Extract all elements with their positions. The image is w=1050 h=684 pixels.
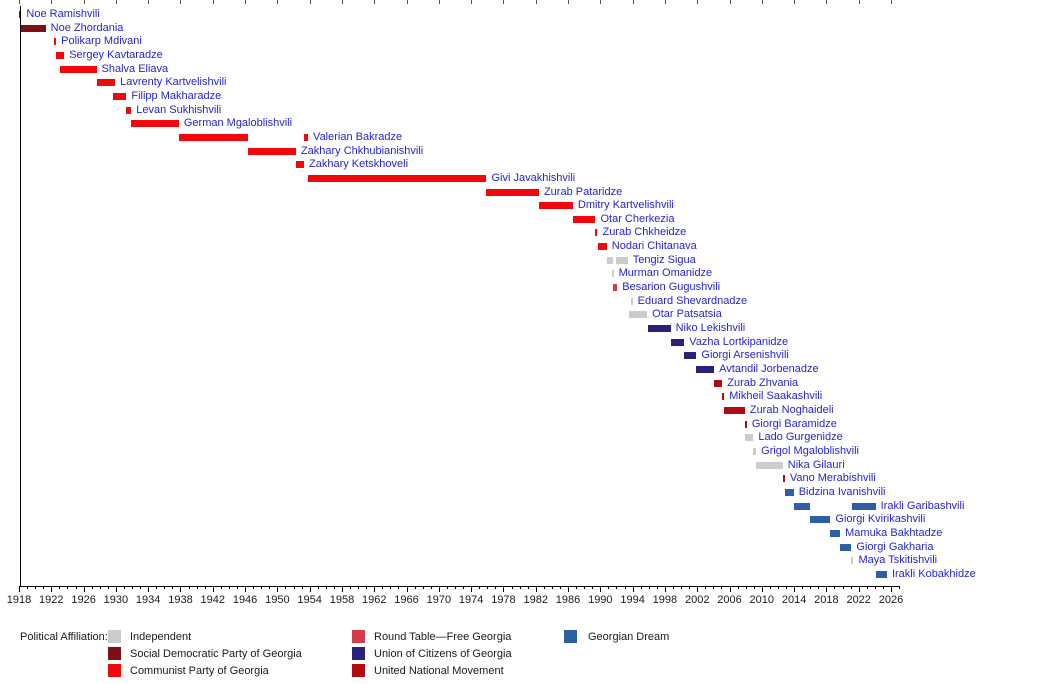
top-axis-tick [51, 0, 52, 4]
person-label: Sergey Kavtaradze [69, 48, 163, 61]
x-axis-minor-tick [746, 586, 747, 589]
person-label: Giorgi Kvirikashvili [835, 513, 926, 526]
x-axis-minor-tick [237, 586, 238, 589]
x-axis-minor-tick [463, 586, 464, 589]
legend-label-sdp: Social Democratic Party of Georgia [130, 648, 302, 660]
person-bar [616, 257, 628, 264]
person-bar [296, 161, 304, 168]
person-label: Bidzina Ivanishvili [798, 485, 886, 498]
x-axis-major-tick [826, 586, 827, 592]
x-axis-minor-tick [713, 586, 714, 589]
x-axis-minor-tick [415, 586, 416, 589]
x-axis-minor-tick [625, 586, 626, 589]
x-axis-major-tick [600, 586, 601, 592]
person-bar [486, 189, 538, 196]
person-bar [756, 462, 783, 469]
person-bar [783, 475, 785, 482]
x-axis-minor-tick [592, 586, 593, 589]
x-axis-tick-label: 1962 [362, 594, 387, 606]
x-axis-minor-tick [350, 586, 351, 589]
x-axis-minor-tick [326, 586, 327, 589]
legend-swatch-independent [108, 630, 121, 643]
x-axis-minor-tick [721, 586, 722, 589]
person-label: Valerian Bakradze [313, 130, 403, 143]
legend-swatch-unm [352, 664, 365, 677]
x-axis-minor-tick [156, 586, 157, 589]
person-label: Dmitry Kartvelishvili [577, 199, 674, 212]
x-axis-minor-tick [899, 586, 900, 589]
x-axis-minor-tick [883, 586, 884, 589]
top-axis-tick [891, 0, 892, 4]
person-bar [722, 393, 724, 400]
x-axis-major-tick [374, 586, 375, 592]
x-axis-major-tick [148, 586, 149, 592]
x-axis-tick-label: 2014 [781, 594, 807, 606]
x-axis-minor-tick [334, 586, 335, 589]
x-axis-major-tick [310, 586, 311, 592]
top-axis-tick [568, 0, 569, 4]
x-axis-minor-tick [560, 586, 561, 589]
x-axis-minor-tick [818, 586, 819, 589]
person-label: Niko Lekishvili [675, 322, 746, 335]
x-axis-minor-tick [100, 586, 101, 589]
x-axis-major-tick [245, 586, 246, 592]
x-axis-tick-label: 1926 [71, 594, 96, 606]
person-bar [852, 503, 875, 510]
x-axis-tick-label: 1994 [620, 594, 645, 606]
x-axis-minor-tick [520, 586, 521, 589]
x-axis-tick-label: 1954 [297, 594, 322, 606]
x-axis-major-tick [891, 586, 892, 592]
top-axis-tick [213, 0, 214, 4]
x-axis-minor-tick [649, 586, 650, 589]
x-axis-minor-tick [786, 586, 787, 589]
person-label: Noe Ramishvili [26, 8, 100, 20]
x-axis-tick-label: 1986 [555, 594, 581, 606]
person-bar [598, 243, 607, 250]
x-axis-minor-tick [754, 586, 755, 589]
x-axis-major-tick [536, 586, 537, 592]
legend-label-rt: Round Table—Free Georgia [374, 631, 512, 643]
person-bar [629, 311, 648, 318]
top-axis-tick [536, 0, 537, 4]
x-axis-major-tick [180, 586, 181, 592]
x-axis-minor-tick [382, 586, 383, 589]
person-label: Zakhary Chkhubianishvili [300, 144, 424, 157]
top-axis-tick [697, 0, 698, 4]
x-axis-tick-label: 1974 [458, 594, 484, 606]
person-bar [131, 120, 179, 127]
x-axis-major-tick [116, 586, 117, 592]
person-bar [539, 202, 573, 209]
x-axis-minor-tick [285, 586, 286, 589]
person-bar [648, 325, 671, 332]
x-axis-minor-tick [132, 586, 133, 589]
person-label: Tengiz Sigua [632, 253, 696, 266]
x-axis-minor-tick [398, 586, 399, 589]
x-axis-tick-label: 1938 [168, 594, 193, 606]
x-axis-minor-tick [851, 586, 852, 589]
x-axis-major-tick [407, 586, 408, 592]
x-axis-major-tick [503, 586, 504, 592]
x-axis-minor-tick [124, 586, 125, 589]
top-axis-tick [245, 0, 246, 4]
legend-swatch-rt [352, 630, 365, 643]
x-axis-major-tick [51, 586, 52, 592]
person-bar [745, 421, 747, 428]
top-axis-tick [471, 0, 472, 4]
x-axis-major-tick [19, 586, 20, 592]
top-axis-tick [665, 0, 666, 4]
person-label: Vazha Lortkipanidze [689, 335, 789, 348]
person-label: Otar Cherkezia [600, 212, 675, 225]
person-bar [671, 339, 685, 346]
x-axis-major-tick [84, 586, 85, 592]
person-bar [840, 544, 851, 551]
legend-label-unm: United National Movement [374, 665, 504, 677]
person-label: Mamuka Bakhtadze [845, 526, 943, 539]
x-axis-minor-tick [43, 586, 44, 589]
x-axis-tick-label: 1990 [588, 594, 613, 606]
person-bar [126, 107, 131, 114]
person-label: Polikarp Mdivani [61, 35, 142, 48]
person-label: Lavrenty Kartvelishvili [120, 76, 227, 89]
top-axis-tick [859, 0, 860, 4]
x-axis-minor-tick [423, 586, 424, 589]
person-bar [179, 134, 248, 141]
x-axis-minor-tick [576, 586, 577, 589]
person-label: Zurab Noghaideli [749, 403, 834, 416]
person-bar [60, 66, 96, 73]
person-label: Vano Merabishvili [789, 472, 876, 485]
person-bar [97, 79, 116, 86]
x-axis-minor-tick [810, 586, 811, 589]
x-axis-tick-label: 2022 [846, 594, 871, 606]
x-axis-tick-label: 1922 [39, 594, 64, 606]
person-label: Levan Sukhishvili [136, 103, 222, 116]
x-axis-major-tick [633, 586, 634, 592]
x-axis-minor-tick [479, 586, 480, 589]
x-axis-minor-tick [140, 586, 141, 589]
x-axis-tick-label: 1930 [103, 594, 129, 606]
x-axis-major-tick [568, 586, 569, 592]
x-axis-minor-tick [205, 586, 206, 589]
x-axis-minor-tick [843, 586, 844, 589]
top-axis-tick [794, 0, 795, 4]
x-axis-tick-label: 1966 [394, 594, 419, 606]
person-label: Murman Omanidze [618, 267, 713, 280]
x-axis-tick-label: 1934 [135, 594, 161, 606]
person-label: Giorgi Baramidze [751, 417, 837, 430]
x-axis-minor-tick [253, 586, 254, 589]
x-axis-minor-tick [431, 586, 432, 589]
top-axis-tick [762, 0, 763, 4]
x-axis-minor-tick [35, 586, 36, 589]
person-bar [876, 571, 887, 578]
person-bar [113, 93, 127, 100]
person-bar [830, 530, 840, 537]
top-axis-tick [180, 0, 181, 4]
top-axis-tick [730, 0, 731, 4]
person-bar [613, 284, 617, 291]
y-axis-line [20, 6, 21, 586]
legend-swatch-gd [564, 630, 577, 643]
x-axis-major-tick [697, 586, 698, 592]
x-axis-minor-tick [318, 586, 319, 589]
person-bar [308, 175, 486, 182]
x-axis-minor-tick [770, 586, 771, 589]
x-axis-tick-label: 1978 [491, 594, 516, 606]
x-axis-minor-tick [269, 586, 270, 589]
x-axis-minor-tick [366, 586, 367, 589]
person-label: Irakli Kobakhidze [891, 567, 976, 580]
top-axis-tick [407, 0, 408, 4]
x-axis-tick-label: 1958 [329, 594, 355, 606]
top-axis-tick [84, 0, 85, 4]
person-label: Shalva Eliava [101, 62, 169, 75]
legend-swatch-sdp [108, 647, 121, 660]
x-axis-minor-tick [657, 586, 658, 589]
person-bar [304, 134, 308, 141]
person-label: Lado Gurgenidze [758, 431, 843, 444]
person-label: Filipp Makharadze [131, 89, 222, 102]
x-axis-major-tick [859, 586, 860, 592]
x-axis-minor-tick [294, 586, 295, 589]
person-label: Zakhary Ketskhoveli [309, 158, 409, 171]
legend-label-independent: Independent [130, 631, 192, 643]
person-label: German Mgaloblishvili [183, 117, 293, 130]
person-bar [851, 557, 853, 564]
x-axis-minor-tick [608, 586, 609, 589]
x-axis-minor-tick [27, 586, 28, 589]
x-axis-major-tick [762, 586, 763, 592]
x-axis-minor-tick [616, 586, 617, 589]
top-axis-tick [148, 0, 149, 4]
legend [0, 624, 1050, 684]
x-axis-minor-tick [512, 586, 513, 589]
person-bar [607, 257, 613, 264]
person-label: Maya Tskitishvili [858, 554, 938, 567]
x-axis-minor-tick [802, 586, 803, 589]
person-bar [794, 503, 810, 510]
x-axis-minor-tick [738, 586, 739, 589]
legend-swatch-ucg [352, 647, 365, 660]
x-axis-minor-tick [164, 586, 165, 589]
person-bar [612, 270, 614, 277]
top-axis-tick [116, 0, 117, 4]
x-axis-minor-tick [390, 586, 391, 589]
person-label: Irakli Garibashvili [880, 499, 965, 512]
person-label: Noe Zhordania [50, 21, 124, 34]
x-axis-major-tick [730, 586, 731, 592]
top-axis-tick [600, 0, 601, 4]
x-axis-minor-tick [681, 586, 682, 589]
x-axis-minor-tick [67, 586, 68, 589]
person-label: Zurab Chkheidze [602, 226, 687, 239]
person-bar [595, 229, 597, 236]
legend-label-gd: Georgian Dream [588, 631, 670, 643]
person-label: Giorgi Arsenishvili [701, 349, 789, 362]
x-axis-major-tick [665, 586, 666, 592]
x-axis-minor-tick [778, 586, 779, 589]
x-axis-minor-tick [673, 586, 674, 589]
x-axis-minor-tick [261, 586, 262, 589]
person-bar [21, 25, 45, 32]
person-label: Zurab Zhvania [727, 376, 799, 389]
x-axis-minor-tick [544, 586, 545, 589]
person-bar [753, 448, 756, 455]
person-bar [573, 216, 596, 223]
x-axis-minor-tick [867, 586, 868, 589]
x-axis-minor-tick [705, 586, 706, 589]
person-label: Nodari Chitanava [611, 240, 697, 253]
x-axis-tick-label: 1918 [6, 594, 32, 606]
x-axis-line [20, 586, 900, 587]
x-axis-minor-tick [358, 586, 359, 589]
legend-title: Political Affiliation: [20, 631, 108, 643]
x-axis-minor-tick [528, 586, 529, 589]
person-bar [54, 38, 56, 45]
person-bar [724, 407, 745, 414]
person-bar [56, 52, 64, 59]
x-axis-tick-label: 2026 [878, 594, 904, 606]
top-axis-tick [439, 0, 440, 4]
person-label: Nika Gilauri [787, 458, 845, 471]
legend-label-cp: Communist Party of Georgia [130, 665, 269, 677]
x-axis-tick-label: 1950 [265, 594, 290, 606]
top-axis-tick [277, 0, 278, 4]
x-axis-minor-tick [189, 586, 190, 589]
person-label: Givi Javakhishvili [491, 171, 576, 184]
x-axis-minor-tick [834, 586, 835, 589]
x-axis-minor-tick [108, 586, 109, 589]
person-bar [745, 434, 753, 441]
person-bar [631, 298, 633, 305]
person-bar [714, 380, 722, 387]
x-axis-tick-label: 1998 [652, 594, 678, 606]
top-axis-tick [19, 0, 20, 4]
x-axis-minor-tick [302, 586, 303, 589]
x-axis-tick-label: 1946 [232, 594, 258, 606]
person-bar [248, 148, 296, 155]
x-axis-minor-tick [59, 586, 60, 589]
x-axis-minor-tick [584, 586, 585, 589]
x-axis-minor-tick [455, 586, 456, 589]
x-axis-major-tick [342, 586, 343, 592]
x-axis-minor-tick [92, 586, 93, 589]
person-label: Mikheil Saakashvili [729, 390, 823, 403]
x-axis-major-tick [471, 586, 472, 592]
x-axis-minor-tick [552, 586, 553, 589]
x-axis-tick-label: 2002 [684, 594, 710, 606]
person-bar [785, 489, 794, 496]
x-axis-major-tick [439, 586, 440, 592]
top-axis-tick [310, 0, 311, 4]
person-label: Zurab Pataridze [543, 185, 623, 198]
person-label: Besarion Gugushvili [622, 281, 721, 294]
x-axis-minor-tick [197, 586, 198, 589]
x-axis-minor-tick [172, 586, 173, 589]
person-bar [810, 516, 831, 523]
person-bar [684, 352, 696, 359]
x-axis-major-tick [794, 586, 795, 592]
x-axis-tick-label: 1942 [200, 594, 226, 606]
person-label: Avtandil Jorbenadze [719, 363, 819, 376]
person-label: Grigol Mgaloblishvili [761, 444, 859, 457]
person-label: Otar Patsatsia [652, 308, 722, 321]
x-axis-tick-label: 2006 [717, 594, 742, 606]
x-axis-major-tick [277, 586, 278, 592]
x-axis-minor-tick [221, 586, 222, 589]
legend-swatch-cp [108, 664, 121, 677]
legend-label-ucg: Union of Citizens of Georgia [374, 648, 512, 660]
person-bar [696, 366, 714, 373]
top-axis-tick [374, 0, 375, 4]
x-axis-minor-tick [641, 586, 642, 589]
top-axis-tick [503, 0, 504, 4]
x-axis-minor-tick [689, 586, 690, 589]
x-axis-tick-label: 1970 [426, 594, 452, 606]
x-axis-tick-label: 2010 [749, 594, 775, 606]
x-axis-minor-tick [229, 586, 230, 589]
x-axis-major-tick [213, 586, 214, 592]
person-label: Eduard Shevardnadze [637, 294, 748, 307]
x-axis-tick-label: 1982 [523, 594, 548, 606]
x-axis-minor-tick [76, 586, 77, 589]
x-axis-minor-tick [487, 586, 488, 589]
x-axis-tick-label: 2018 [814, 594, 839, 606]
person-label: Giorgi Gakharia [856, 540, 934, 553]
top-axis-tick [633, 0, 634, 4]
x-axis-minor-tick [495, 586, 496, 589]
x-axis-minor-tick [875, 586, 876, 589]
top-axis-tick [342, 0, 343, 4]
x-axis-minor-tick [447, 586, 448, 589]
top-axis-tick [826, 0, 827, 4]
